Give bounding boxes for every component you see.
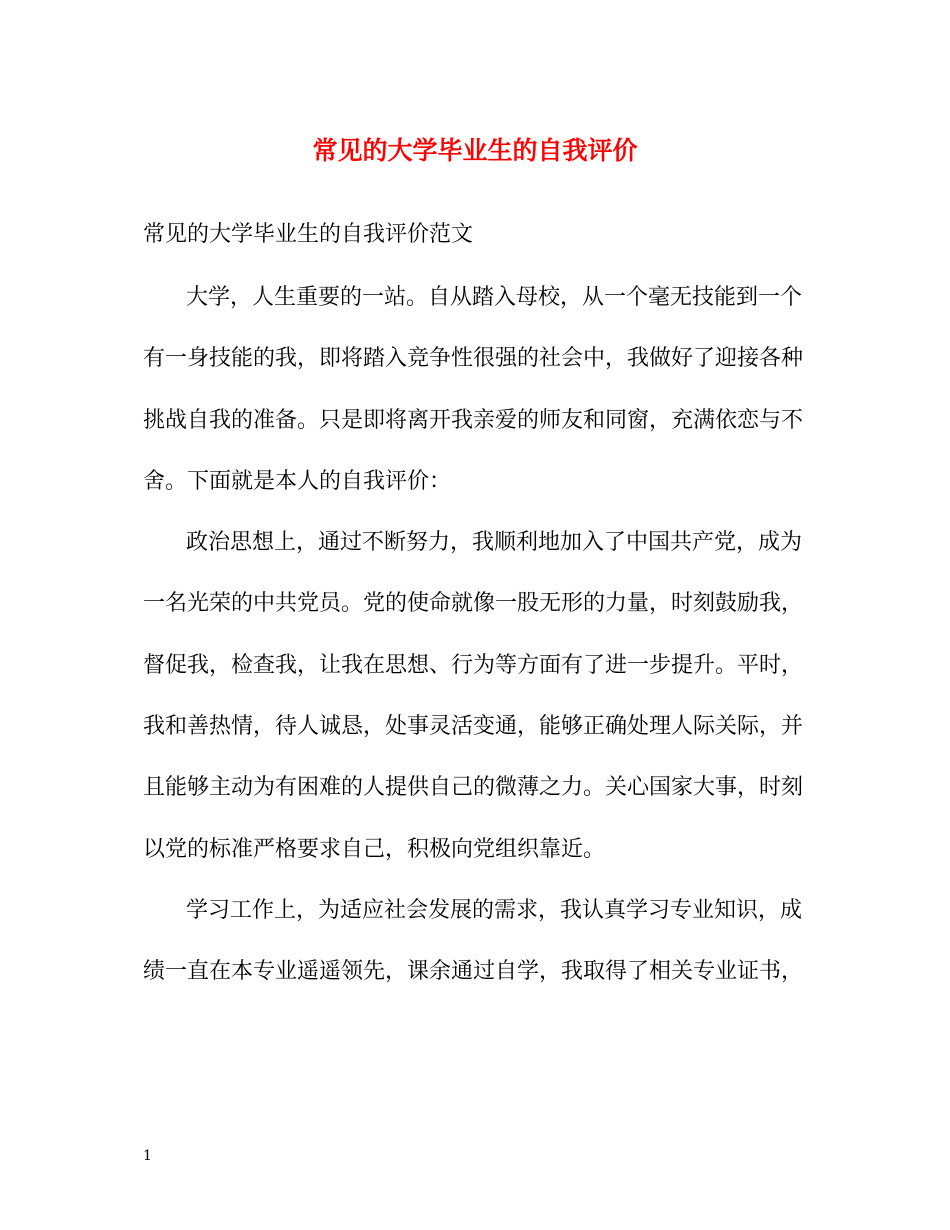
body-line: 我和善热情，待人诚恳，处事灵活变通，能够正确处理人际关际，并 [143,714,804,740]
body-line: 且能够主动为有困难的人提供自己的微薄之力。关心国家大事，时刻 [143,775,804,801]
body-line: 有一身技能的我，即将踏入竞争性很强的社会中，我做好了迎接各种 [143,346,804,372]
body-line: 绩一直在本专业遥遥领先，课余通过自学，我取得了相关专业证书， [143,959,804,985]
body-line: 督促我，检查我，让我在思想、行为等方面有了进一步提升。平时， [143,652,804,678]
document-subtitle: 常见的大学毕业生的自我评价范文 [143,222,474,247]
page-number: 1 [143,1148,152,1164]
body-line: 舍。下面就是本人的自我评价： [143,468,452,494]
body-line: 大学，人生重要的一站。自从踏入母校，从一个毫无技能到一个 [186,285,803,310]
body-line: 学习工作上，为适应社会发展的需求，我认真学习专业知识，成 [186,897,803,923]
body-line: 以党的标准严格要求自己，积极向党组织靠近。 [143,836,606,862]
body-line: 政治思想上，通过不断努力，我顺利地加入了中国共产党，成为 [186,530,803,556]
document-title: 常见的大学毕业生的自我评价 [312,136,638,165]
body-line: 一名光荣的中共党员。党的使命就像一股无形的力量，时刻鼓励我， [143,591,804,617]
document-body [143,282,804,1018]
body-line: 挑战自我的准备。只是即将离开我亲爱的师友和同窗，充满依恋与不 [143,407,804,433]
